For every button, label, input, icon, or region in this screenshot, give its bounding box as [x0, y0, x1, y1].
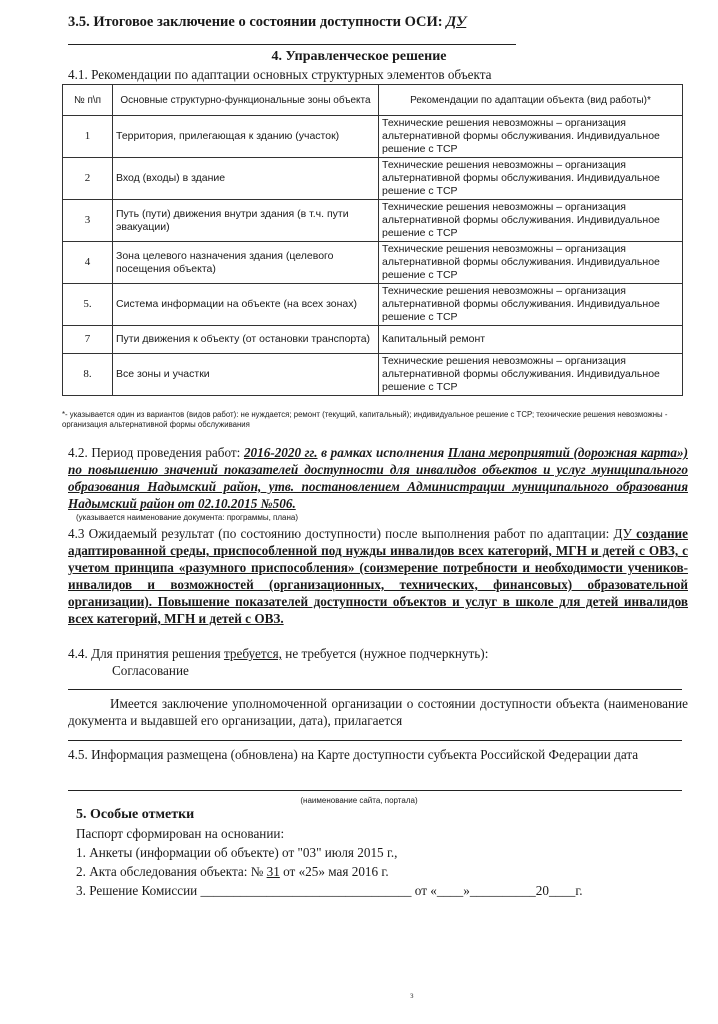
portal-note: (наименование сайта, портала) [300, 796, 418, 805]
row-zone: Путь (пути) движения внутри здания (в т.ч. пути эвакуации) [113, 200, 379, 242]
row-number: 3 [63, 200, 113, 242]
row-recommendation: Технические решения невозможны – организация альтернативной формы обслуживания. Индивидуальное решение с ТСР [379, 284, 683, 326]
row-zone: Вход (входы) в здание [113, 158, 379, 200]
section-5-heading: 5. Особые отметки [76, 807, 195, 822]
table-row [63, 326, 683, 354]
row-zone: Все зоны и участки [113, 354, 379, 396]
row-number: 1 [63, 116, 113, 158]
col-header-recommendation: Рекомендации по адаптации объекта (вид работы)* [379, 85, 683, 116]
section-4-4-label: 4.4. Для принятия решения [68, 646, 224, 661]
row-recommendation: Технические решения невозможны – организация альтернативной формы обслуживания. Индивидуальное решение с ТСР [379, 242, 683, 284]
basis-item-1: 1. Анкеты (информации об объекте) от "03" июля 2015 г., [76, 845, 398, 860]
basis-label: Паспорт сформирован на основании: [76, 826, 285, 841]
row-number: 5. [63, 284, 113, 326]
row-zone: Зона целевого назначения здания (целевого посещения объекта) [113, 242, 379, 284]
col-header-zone: Основные структурно-функциональные зоны объекта [113, 85, 379, 116]
required-option: требуется, [223, 646, 282, 661]
row-recommendation: Технические решения невозможны – организация альтернативной формы обслуживания. Индивидуальное решение с ТСР [379, 116, 683, 158]
table-header-row [63, 85, 683, 116]
table-row [63, 158, 683, 200]
accessibility-status-value: ДУ [446, 14, 467, 30]
table-row [63, 116, 683, 158]
section-4-2-label: 4.2. Период проведения работ: [68, 445, 244, 460]
row-recommendation: Технические решения невозможны – организация альтернативной формы обслуживания. Индивидуальное решение с ТСР [379, 158, 683, 200]
adaptation-table [62, 84, 683, 396]
basis-item-2 [76, 864, 389, 880]
section-4-2-note: (указывается наименование документа: программы, плана) [76, 513, 299, 522]
row-zone: Территория, прилегающая к зданию (участок) [113, 116, 379, 158]
conclusion-line [68, 740, 682, 741]
section-4-5: 4.5. Информация размещена (обновлена) на Карте доступности субъекта Российской Федерации дата [68, 747, 639, 762]
row-recommendation: Технические решения невозможны – организация альтернативной формы обслуживания. Индивидуальное решение с ТСР [379, 354, 683, 396]
section-3-5-label: 3.5. Итоговое заключение о состоянии доступности ОСИ: [68, 14, 447, 30]
program-document: Плана мероприятий (дорожная карта») по повышению значений показателей доступности для инвалидов объектов и услуг муниципального образования Надымский район, утв. постановлением Администрации муниципального образования Надымский район от 02.10.2015 №506. [68, 445, 688, 511]
row-zone: Система информации на объекте (на всех зонах) [113, 284, 379, 326]
table-row [63, 354, 683, 396]
col-header-number: № п\п [63, 85, 113, 116]
section-4-4 [68, 645, 688, 662]
section-4-3-label: 4.3 Ожидаемый результат (по состоянию доступности) после выполнения работ по адаптации: [68, 526, 614, 541]
agreement-value: Согласование [112, 663, 189, 678]
section-4-3 [68, 525, 688, 627]
section-4-2-connector: в рамках исполнения [317, 445, 448, 460]
basis-item-2-label: 2. Акта обследования объекта: № [76, 864, 267, 879]
basis-item-3: 3. Решение Комиссии ________________________________ от «____»__________20____г. [76, 883, 583, 898]
section-3-5-heading [68, 14, 466, 31]
portal-line [68, 790, 682, 791]
basis-item-2-date: от «25» мая 2016 г. [279, 864, 389, 879]
conclusion-text: Имеется заключение уполномоченной организации о состоянии доступности объекта (наименование документа и выдавшей его организации, дата), прилагается [68, 696, 688, 728]
divider-line [68, 44, 516, 45]
expected-status: ДУ [613, 526, 632, 541]
table-footnote: *- указывается один из вариантов (видов работ): не нуждается; ремонт (текущий, капитальный); индивидуальное решение с ТСР; технические решения невозможны - организация альтернативной формы обслуживания [62, 410, 668, 429]
section-4-4-rest: не требуется (нужное подчеркнуть): [281, 646, 489, 661]
row-number: 7 [63, 326, 113, 354]
row-recommendation: Технические решения невозможны – организация альтернативной формы обслуживания. Индивидуальное решение с ТСР [379, 200, 683, 242]
section-4-heading: 4. Управленческое решение [271, 49, 447, 64]
work-period: 2016-2020 гг. [243, 445, 318, 460]
section-4-2 [68, 444, 688, 512]
row-number: 4 [63, 242, 113, 284]
row-zone: Пути движения к объекту (от остановки транспорта) [113, 326, 379, 354]
table-row [63, 284, 683, 326]
act-number: 31 [266, 864, 280, 879]
table-row [63, 242, 683, 284]
table-row [63, 200, 683, 242]
section-4-1-heading: 4.1. Рекомендации по адаптации основных структурных элементов объекта [68, 67, 492, 82]
row-number: 2 [63, 158, 113, 200]
row-number: 8. [63, 354, 113, 396]
agreement-line [68, 689, 682, 690]
row-recommendation: Капитальный ремонт [379, 326, 683, 354]
page-mark: з [410, 990, 414, 1000]
expected-result-text: создание адаптированной среды, приспособленной под нужды инвалидов всех категорий, МГН и детей с ОВЗ, с учетом принципа «разумного приспособления» (соизмерение потребности и необходимости учеников-инвалидов и возможностей (организационных, технических, финансовых) образовательной организации). Повышение показателей доступности объектов и услуг в школе для детей инвалидов всех категорий, МГН и детей с ОВЗ. [68, 526, 689, 626]
